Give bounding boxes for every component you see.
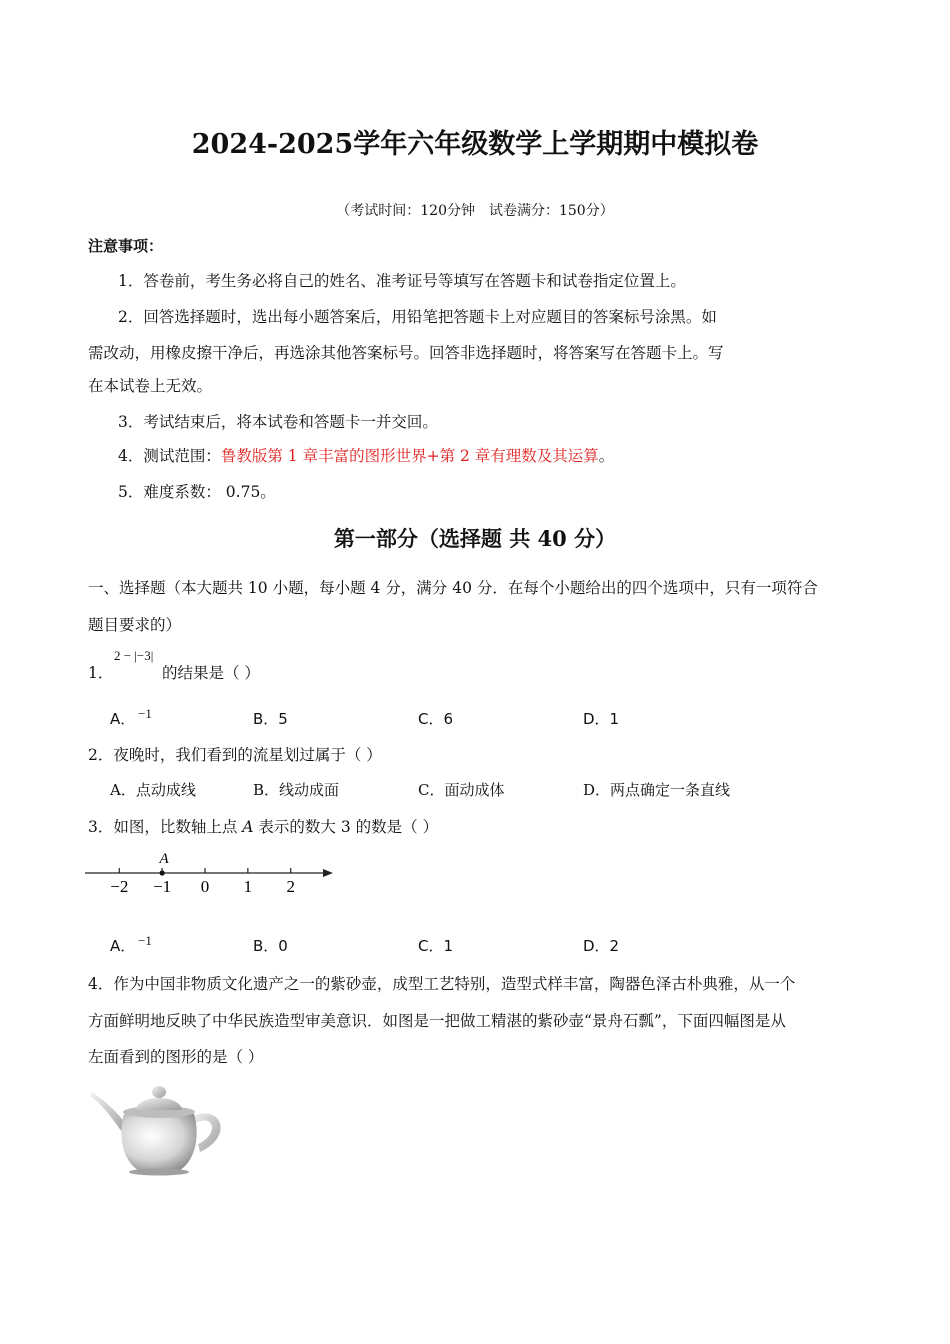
number-line-tick-label: 2 bbox=[286, 877, 295, 896]
q3-option-d: D．2 bbox=[583, 937, 620, 955]
number-line-tick-label: 0 bbox=[200, 877, 210, 896]
q1-stem: 的结果是（ ） bbox=[162, 664, 260, 682]
q1-option-c: C．6 bbox=[418, 710, 454, 728]
q3-stem-suffix: 表示的数大 3 的数是（ ） bbox=[253, 818, 439, 836]
number-line-tick-label: 1 bbox=[243, 877, 253, 896]
notice-heading: 注意事项： bbox=[88, 237, 164, 255]
number-line-tick-label: −1 bbox=[153, 877, 172, 896]
q2-option-c: C．面动成体 bbox=[418, 781, 505, 799]
q1-expression: 2 − |−3| bbox=[114, 648, 154, 663]
q3-option-c: C．1 bbox=[418, 937, 454, 955]
section-intro-line-1: 一、选择题（本大题共 10 小题，每小题 4 分，满分 40 分．在每个小题给出的四个选项中，只有一项符合 bbox=[88, 579, 818, 597]
teapot-body bbox=[121, 1114, 196, 1170]
teapot-knob bbox=[152, 1086, 166, 1098]
notice-item-4-prefix: 4．测试范围： bbox=[118, 447, 221, 465]
point-a-dot bbox=[160, 870, 165, 875]
q3-option-b: B．0 bbox=[253, 937, 288, 955]
q3-option-a-label: A． bbox=[110, 937, 136, 955]
point-a-label: A bbox=[159, 851, 169, 867]
q4-stem-line-2: 方面鲜明地反映了中华民族造型审美意识．如图是一把做工精湛的紫砂壶“景舟石瓢”，下面四幅图是从 bbox=[88, 1012, 786, 1030]
notice-item-5: 5．难度系数： 0.75。 bbox=[118, 483, 276, 501]
q3-stem-prefix: 3．如图，比数轴上点 bbox=[88, 818, 243, 836]
number-line-tick-label: −2 bbox=[110, 877, 129, 896]
notice-item-3: 3．考试结束后，将本试卷和答题卡一并交回。 bbox=[118, 413, 438, 431]
notice-item-4-suffix: 。 bbox=[598, 447, 615, 465]
notice-item-1: 1．答卷前，考生务必将自己的姓名、准考证号等填写在答题卡和试卷指定位置上。 bbox=[118, 272, 686, 290]
notice-item-2-line-3: 在本试卷上无效。 bbox=[88, 377, 213, 395]
q1-option-b: B．5 bbox=[253, 710, 288, 728]
q2-option-a: A．点动成线 bbox=[110, 781, 196, 799]
number-line-figure bbox=[85, 845, 345, 897]
section-intro-line-2: 题目要求的） bbox=[88, 616, 182, 634]
notice-item-4 bbox=[118, 444, 614, 466]
notice-item-2-line-2: 需改动，用橡皮擦干净后，再选涂其他答案标号。回答非选择题时，将答案写在答题卡上。写 bbox=[88, 344, 724, 362]
teapot-image bbox=[88, 1074, 228, 1176]
q2-option-d: D．两点确定一条直线 bbox=[583, 781, 731, 799]
q1-option-a-value: −1 bbox=[138, 706, 152, 721]
page-title: 2024-2025学年六年级数学上学期期中模拟卷 bbox=[191, 129, 759, 160]
q2-option-b: B．线动成面 bbox=[253, 781, 340, 799]
q1-option-a-label: A． bbox=[110, 710, 136, 728]
q2-stem: 2．夜晚时，我们看到的流星划过属于（ ） bbox=[88, 746, 382, 764]
q3-option-a-value: −1 bbox=[138, 933, 152, 948]
notice-item-2-line-1: 2．回答选择题时，选出每小题答案后，用铅笔把答题卡上对应题目的答案标号涂黑。如 bbox=[118, 308, 717, 326]
test-range: 鲁教版第 1 章丰富的图形世界+第 2 章有理数及其运算 bbox=[220, 447, 599, 465]
number-line-arrow-icon bbox=[323, 869, 333, 877]
q4-stem-line-3: 左面看到的图形的是（ ） bbox=[88, 1048, 264, 1066]
q1-number: 1． bbox=[88, 664, 114, 682]
teapot-base bbox=[129, 1169, 189, 1176]
q3-stem bbox=[88, 815, 438, 837]
section-title: 第一部分（选择题 共 40 分） bbox=[333, 526, 617, 551]
exam-info: （考试时间：120分钟 试卷满分：150分） bbox=[336, 203, 614, 219]
teapot-lid bbox=[136, 1098, 182, 1110]
q3-point-name: A bbox=[242, 818, 254, 836]
q1-option-d: D．1 bbox=[583, 710, 620, 728]
q4-stem-line-1: 4．作为中国非物质文化遗产之一的紫砂壶，成型工艺特别，造型式样丰富，陶器色泽古朴典雅，从一个 bbox=[88, 975, 796, 993]
